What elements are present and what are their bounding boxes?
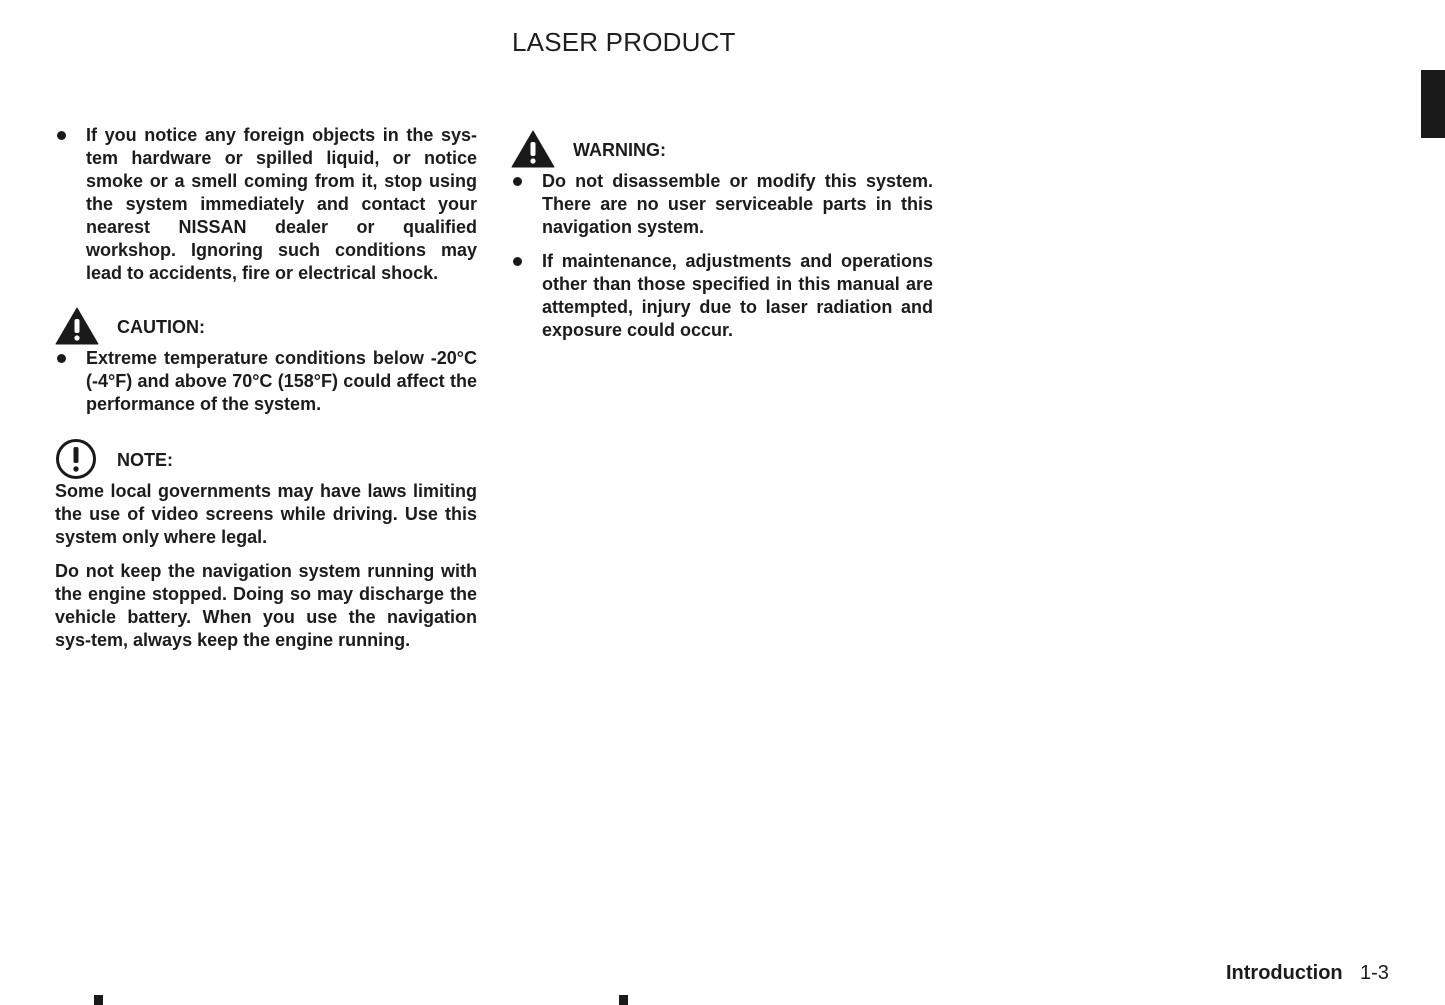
- note-paragraph: Do not keep the navigation system running with the engine stopped. Doing so may discharge the vehicle battery. When you use the navigation sys-tem, always keep the engine running.: [55, 561, 477, 650]
- list-item: [55, 347, 477, 416]
- bullet-text: If maintenance, adjustments and operations other than those specified in this manual are attempted, injury due to laser radiation and exposure could occur.: [542, 251, 933, 340]
- note-label: NOTE:: [117, 450, 173, 470]
- page-title: LASER PRODUCT: [512, 27, 736, 57]
- crop-mark: [94, 995, 103, 1005]
- page-number: 1-3: [1360, 962, 1389, 984]
- left-column: [55, 124, 477, 663]
- footer-section-title: Introduction: [1226, 962, 1343, 984]
- bullet-dot-icon: [513, 177, 522, 186]
- bullet-dot-icon: [513, 257, 522, 266]
- list-item: [511, 170, 933, 239]
- bullet-text: If you notice any foreign objects in the sys-tem hardware or spilled liquid, or notice smoke or a smell coming from it, stop using the system immediately and contact your nearest NISSAN dealer or qualified workshop. Ignoring such conditions may lead to accidents, fire or electrical shock.: [86, 125, 477, 283]
- warning-triangle-icon: [511, 130, 555, 168]
- caution-heading: [55, 307, 477, 347]
- note-heading: [55, 438, 477, 478]
- right-column: [511, 130, 933, 353]
- bullet-text: Extreme temperature conditions below -20°C (-4°F) and above 70°C (158°F) could affect the performance of the system.: [86, 348, 477, 414]
- warning-triangle-icon: [55, 307, 99, 345]
- caution-label: CAUTION:: [117, 317, 205, 337]
- chapter-tab-marker: [1421, 70, 1445, 138]
- list-item: [55, 124, 477, 285]
- exclamation-circle-icon: [55, 438, 97, 480]
- list-item: [511, 250, 933, 342]
- warning-heading: [511, 130, 933, 170]
- bullet-dot-icon: [57, 131, 66, 140]
- warning-label: WARNING:: [573, 140, 666, 160]
- bullet-dot-icon: [57, 354, 66, 363]
- bullet-text: Do not disassemble or modify this system. There are no user serviceable parts in this navigation system.: [542, 171, 933, 237]
- note-paragraph: Some local governments may have laws limiting the use of video screens while driving. Use this system only where legal.: [55, 481, 477, 547]
- crop-mark: [619, 995, 628, 1005]
